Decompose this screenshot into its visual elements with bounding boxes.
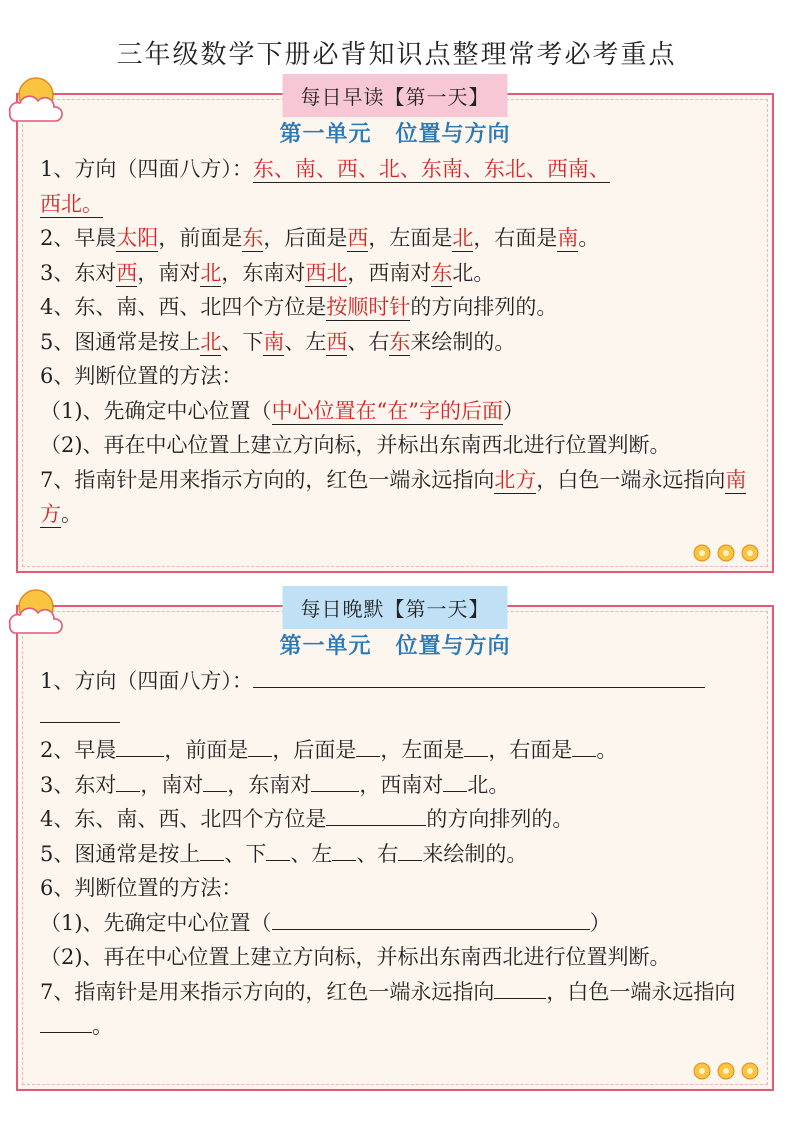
answer-text: 北 <box>200 260 222 285</box>
item-text: 。 <box>61 502 82 526</box>
unit-topic: 位置与方向 <box>395 633 511 659</box>
item-text: 、左 <box>284 329 327 354</box>
item-text: 5、图通常是按上 <box>40 329 201 354</box>
item-6-2: （2)、再在中心位置上建立方向标，并标出东南西北进行位置判断。 <box>40 433 671 457</box>
item-text: ，南对 <box>137 260 201 285</box>
answer-blank[interactable] <box>443 769 467 792</box>
item-text: 来绘制的。 <box>410 329 516 354</box>
sun-cloud-icon <box>4 73 64 123</box>
item-text: 1、方向（四面八方）： <box>40 157 253 181</box>
item-text: ） <box>503 398 525 423</box>
item-text: 5、图通常是按上 <box>40 841 201 866</box>
item-text: 7、指南针是用来指示方向的，红色一端永远指向 <box>40 467 495 492</box>
item-text: 、下 <box>221 329 264 354</box>
item-text: ，右面是 <box>488 738 573 762</box>
answer-text: 东 <box>431 260 453 285</box>
item-text: ，白色一端永远指向 <box>536 467 726 492</box>
item-text: 1、方向（四面八方）： <box>40 669 253 693</box>
item-1 <box>40 664 754 699</box>
item-text: 、右 <box>347 329 390 354</box>
answer-text: 西 <box>326 329 348 354</box>
answer-text: 北方 <box>494 467 537 492</box>
item-6-1 <box>40 394 754 429</box>
answer-text: 按顺时针 <box>326 295 411 319</box>
item-5 <box>40 325 754 360</box>
answer-text: 西北 <box>305 260 348 285</box>
answer-blank[interactable] <box>203 769 227 792</box>
unit-number: 第一单元 <box>279 633 372 659</box>
item-text: 4、东、南、西、北四个方位是 <box>40 807 327 831</box>
answer-blank[interactable] <box>332 838 356 861</box>
answer-blank[interactable] <box>40 1010 92 1033</box>
item-text: （1)、先确定中心位置（ <box>40 398 272 423</box>
item-1-cont <box>40 187 754 222</box>
answer-blank[interactable] <box>356 734 380 757</box>
item-text: 2、早晨 <box>40 226 117 250</box>
item-text: 2、早晨 <box>40 738 117 762</box>
item-text: 、左 <box>290 841 333 866</box>
flower-icon <box>692 543 762 563</box>
answer-blank[interactable] <box>116 769 140 792</box>
answer-text: 西 <box>116 260 138 285</box>
item-text: 来绘制的。 <box>422 841 528 866</box>
evening-card <box>16 597 774 1091</box>
unit-topic: 位置与方向 <box>395 121 511 147</box>
item-5 <box>40 837 754 872</box>
item-text: ，西南对 <box>359 772 444 797</box>
evening-content <box>18 660 772 1044</box>
page-title: 三年级数学下册必背知识点整理常考必考重点 <box>116 40 677 70</box>
answer-blank[interactable] <box>272 907 590 930</box>
answer-text: 中心位置在“在”字的后面 <box>271 398 504 423</box>
answer-text: 北 <box>200 329 222 354</box>
item-text: ，东南对 <box>227 772 312 797</box>
item-text: ，左面是 <box>380 738 465 762</box>
item-2 <box>40 733 754 768</box>
item-text: ，南对 <box>140 772 204 797</box>
morning-card <box>16 85 774 573</box>
answer-blank[interactable] <box>572 734 596 757</box>
item-text: 。 <box>92 1014 113 1038</box>
answer-blank[interactable] <box>266 838 290 861</box>
answer-text: 南 <box>557 226 579 250</box>
answer-text: 东、南、西、北、东南、东北、西南、 <box>252 157 610 181</box>
flower-icon <box>692 1061 762 1081</box>
item-text: 4、东、南、西、北四个方位是 <box>40 295 327 319</box>
answer-blank[interactable] <box>464 734 488 757</box>
answer-blank[interactable] <box>40 700 120 723</box>
item-text: 北。 <box>452 260 495 285</box>
item-text: ，右面是 <box>473 226 558 250</box>
item-1 <box>40 152 754 187</box>
item-7 <box>40 975 754 1044</box>
item-text: （1)、先确定中心位置（ <box>40 910 272 935</box>
item-3 <box>40 768 754 803</box>
item-6: 6、判断位置的方法： <box>40 876 243 900</box>
item-text: 、下 <box>224 841 267 866</box>
item-6-2: （2)、再在中心位置上建立方向标，并标出东南西北进行位置判断。 <box>40 945 671 969</box>
item-text: 3、东对 <box>40 772 117 797</box>
item-text: ，前面是 <box>158 226 243 250</box>
answer-text: 北 <box>452 226 474 250</box>
answer-text: 西 <box>347 226 369 250</box>
item-text: 北。 <box>467 772 510 797</box>
answer-blank[interactable] <box>311 769 359 792</box>
item-text: ） <box>589 910 611 935</box>
item-text: 、右 <box>356 841 399 866</box>
item-text: ，东南对 <box>221 260 306 285</box>
answer-text: 西北。 <box>40 191 103 216</box>
item-4 <box>40 290 754 325</box>
item-text: 。 <box>578 226 600 250</box>
answer-text: 南方 <box>40 467 747 526</box>
unit-title <box>18 629 772 660</box>
unit-number: 第一单元 <box>279 121 372 147</box>
answer-blank[interactable] <box>494 976 546 999</box>
unit-title <box>18 117 772 148</box>
morning-badge: 每日早读【第一天】 <box>287 78 504 113</box>
item-3 <box>40 256 754 291</box>
item-text: ，左面是 <box>368 226 453 250</box>
item-text: 的方向排列的。 <box>410 295 558 319</box>
answer-text: 南 <box>263 329 285 354</box>
answer-text: 东 <box>242 226 264 250</box>
item-text: 的方向排列的。 <box>426 807 574 831</box>
item-text: ，白色一端永远指向 <box>546 979 736 1004</box>
evening-badge: 每日晚默【第一天】 <box>287 590 504 625</box>
item-6: 6、判断位置的方法： <box>40 364 243 388</box>
item-text: 3、东对 <box>40 260 117 285</box>
morning-content <box>18 148 772 532</box>
item-text: ，西南对 <box>347 260 432 285</box>
answer-blank[interactable] <box>253 665 705 688</box>
answer-blank[interactable] <box>326 803 426 826</box>
item-6-1 <box>40 906 754 941</box>
answer-blank[interactable] <box>116 734 164 757</box>
item-text: 7、指南针是用来指示方向的，红色一端永远指向 <box>40 979 495 1004</box>
item-2 <box>40 221 754 256</box>
item-1-cont <box>40 699 754 734</box>
item-text: ，后面是 <box>272 738 357 762</box>
item-text: 。 <box>596 738 618 762</box>
item-4 <box>40 802 754 837</box>
answer-blank[interactable] <box>248 734 272 757</box>
answer-text: 东 <box>389 329 411 354</box>
item-text: ，前面是 <box>164 738 249 762</box>
answer-blank[interactable] <box>200 838 224 861</box>
item-7 <box>40 463 754 532</box>
answer-text: 太阳 <box>116 226 159 250</box>
item-text: ，后面是 <box>263 226 348 250</box>
sun-cloud-icon <box>4 585 64 635</box>
answer-blank[interactable] <box>398 838 422 861</box>
